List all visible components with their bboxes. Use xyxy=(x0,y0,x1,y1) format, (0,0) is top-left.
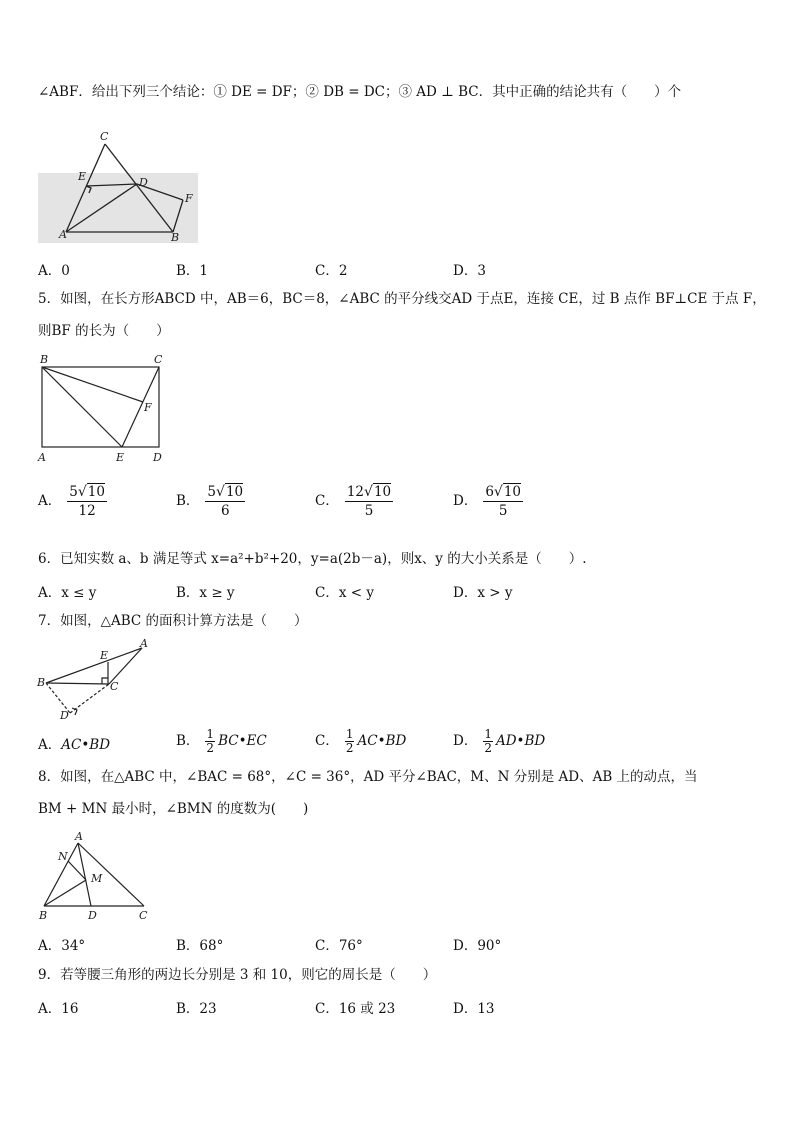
q9-option-d[interactable]: D．13 xyxy=(453,1001,495,1017)
q8-option-a[interactable]: A．34° xyxy=(38,938,86,954)
q7-options xyxy=(38,728,758,760)
q4-label-C: C xyxy=(100,130,109,143)
q6-options xyxy=(38,581,758,601)
q4-figure xyxy=(38,128,198,243)
q8-label-M: M xyxy=(91,872,103,885)
q5-option-d[interactable]: D． $\frac{6√10}{5}$ xyxy=(453,484,522,519)
q7-label-A: A xyxy=(140,638,148,650)
q4-label-F: F xyxy=(185,192,193,205)
q8-label-A: A xyxy=(75,830,83,843)
q6-stem: 6．已知实数 a、b 满足等式 x=a²+b²+20，y=a(2b－a)，则x、y 的大小关系是（ ）. xyxy=(38,551,587,567)
q8-option-b[interactable]: B．68° xyxy=(176,938,224,954)
q5-option-a[interactable]: A． $\frac{5√10}{12}$ xyxy=(38,484,105,519)
q4-option-b[interactable]: B．1 xyxy=(176,263,209,279)
q7-stem: 7．如图，△ABC 的面积计算方法是（ ） xyxy=(38,613,308,629)
q8-option-c[interactable]: C．76° xyxy=(315,938,363,954)
q6-option-d[interactable]: D．x > y xyxy=(453,585,513,601)
q5-label-D: D xyxy=(153,451,162,464)
q5-option-b[interactable]: B． $\frac{5√10}{6}$ xyxy=(176,484,244,519)
q6-option-b[interactable]: B．x ≥ y xyxy=(176,585,235,601)
q8-label-N: N xyxy=(58,850,68,863)
q6-option-c[interactable]: C．x < y xyxy=(315,585,374,601)
q4-options xyxy=(38,259,758,279)
q5-label-B: B xyxy=(40,353,49,366)
q5-label-F: F xyxy=(144,401,152,414)
q5-label-C: C xyxy=(154,353,163,366)
q8-label-C: C xyxy=(139,909,148,922)
q7-label-C: C xyxy=(110,680,119,693)
q6-option-a[interactable]: A．x ≤ y xyxy=(38,585,97,601)
q9-stem: 9．若等腰三角形的两边长分别是 3 和 10，则它的周长是（ ） xyxy=(38,967,437,983)
q7-option-a[interactable]: A．AC•BD xyxy=(38,737,111,753)
q8-option-d[interactable]: D．90° xyxy=(453,938,502,954)
q5-stem-line2: 则BF 的长为（ ） xyxy=(38,323,170,339)
q9-option-a[interactable]: A．16 xyxy=(38,1001,79,1017)
q7-option-d[interactable]: D． $\frac{1}{2}$ AD•BD xyxy=(453,727,546,755)
q7-label-B: B xyxy=(37,676,46,689)
q4-label-B: B xyxy=(171,231,180,243)
q4-option-c[interactable]: C．2 xyxy=(315,263,348,279)
q8-stem-line2: BM + MN 最小时，∠BMN 的度数为( ) xyxy=(38,801,309,817)
q4-label-E: E xyxy=(78,170,87,183)
q7-label-D: D xyxy=(60,709,69,720)
q9-options xyxy=(38,997,758,1017)
q4-option-d[interactable]: D．3 xyxy=(453,263,486,279)
q7-label-E: E xyxy=(100,649,109,662)
q7-figure xyxy=(36,638,156,720)
q5-figure xyxy=(36,352,170,466)
q8-options xyxy=(38,934,758,954)
q5-options xyxy=(38,484,758,526)
q4-stem: ∠ABF．给出下列三个结论：① DE = DF；② DB = DC；③ AD ⊥ BC．其中正确的结论共有（ ）个 xyxy=(38,84,682,100)
q4-label-A: A xyxy=(59,228,67,241)
q8-label-B: B xyxy=(39,909,48,922)
q4-option-a[interactable]: A．0 xyxy=(38,263,70,279)
q8-label-D: D xyxy=(88,909,97,922)
q7-option-c[interactable]: C． $\frac{1}{2}$ AC•BD xyxy=(315,727,407,755)
q8-stem-line1: 8．如图，在△ABC 中，∠BAC = 68°，∠C = 36°，AD 平分∠BAC，M、N 分别是 AD、AB 上的动点，当 xyxy=(38,769,698,785)
q9-option-c[interactable]: C．16 或 23 xyxy=(315,1001,396,1017)
q5-stem-line1: 5．如图，在长方形ABCD 中，AB＝6，BC＝8，∠ABC 的平分线交AD 于点E，连接 CE，过 B 点作 BF⊥CE 于点 F， xyxy=(38,291,766,307)
q8-figure xyxy=(36,830,161,922)
q4-label-D: D xyxy=(139,176,148,189)
q7-option-b[interactable]: B． $\frac{1}{2}$ BC•EC xyxy=(176,727,267,755)
q5-option-c[interactable]: C． $\frac{12√10}{5}$ xyxy=(315,484,392,519)
q5-label-A: A xyxy=(38,451,46,464)
q5-label-E: E xyxy=(116,451,125,464)
q9-option-b[interactable]: B．23 xyxy=(176,1001,217,1017)
